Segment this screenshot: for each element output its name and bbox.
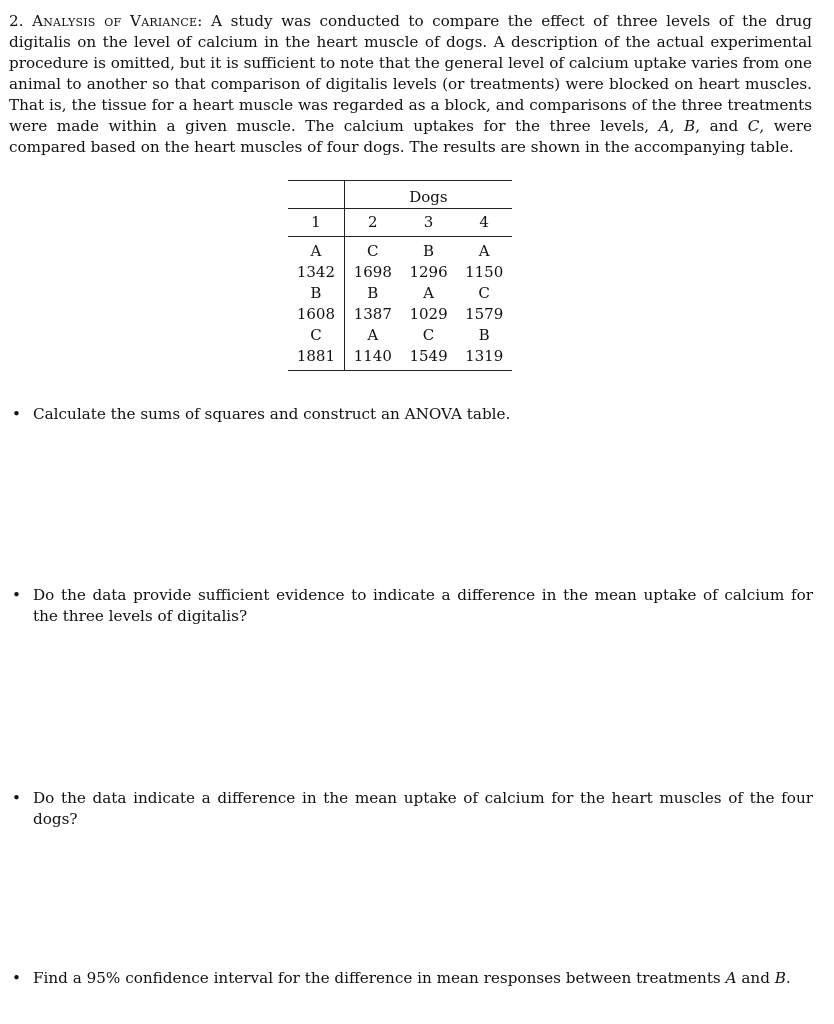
table-cell: A <box>288 237 344 263</box>
problem-statement: 2. Analysis of Variance: A study was conducted to compare the effect of three levels of the drug digitalis on the level of calcium in the heart muscle of dogs. A description of the actual experimental procedure is omitted, but it is sufficient to note that the general level of calcium uptake varies from one animal to another so that comparison of digitalis levels (or treatments) were blocked on heart muscles. That is, the tissue for a heart muscle was regarded as a block, and comparisons of the three treatments were made within a given muscle. The calcium uptakes for the three levels, A, B, and C, were compared based on the heart muscles of four dogs. The results are shown in the accompanying table. <box>9 12 813 156</box>
table-cell: 1579 <box>465 305 504 323</box>
table-cell: 1881 <box>288 346 344 371</box>
column-header: 2 <box>344 209 400 237</box>
problem-text-end: were compared based on the heart muscles of four dogs. The results are shown in the accompanying table. <box>9 117 812 156</box>
table-cell: 1387 <box>353 305 392 323</box>
table-row <box>288 304 512 325</box>
table-row <box>288 262 512 283</box>
table-cell: C <box>288 325 344 346</box>
column-header: 1 <box>288 209 344 237</box>
level-c: C <box>747 117 760 135</box>
level-a: A <box>658 117 670 135</box>
table-cell: 1296 <box>409 263 448 281</box>
table-cell: C <box>422 326 435 344</box>
table-header: Dogs <box>344 181 512 209</box>
table-cell: B <box>367 284 379 302</box>
table-cell: 1549 <box>401 346 457 371</box>
question-text: Do the data indicate a difference in the mean uptake of calcium for the heart muscles of the four dogs? <box>33 789 813 828</box>
table-cell: A <box>367 326 379 344</box>
table-row <box>288 237 512 263</box>
problem-number: 2. <box>9 12 24 30</box>
treatment-b: B <box>774 969 786 987</box>
table-cell: B <box>478 326 490 344</box>
table-cell: 1319 <box>456 346 512 371</box>
question-text: Calculate the sums of squares and construct an ANOVA table. <box>33 405 511 423</box>
level-b: B <box>684 117 696 135</box>
bullet-icon: • <box>12 405 21 423</box>
table-cell: B <box>401 237 457 263</box>
problem-heading: Analysis of Variance: <box>32 12 203 30</box>
table-cell: A <box>423 284 434 302</box>
table-row <box>288 283 512 304</box>
table-cell: 1029 <box>409 305 448 323</box>
column-header: 4 <box>456 209 512 237</box>
table-cell: 1698 <box>353 263 392 281</box>
table-cell: 1140 <box>344 346 400 371</box>
problem-text: A study was conducted to compare the effect of three levels of the drug digitalis on the level of calcium in the heart muscle of dogs. A description of the actual experimental procedure is omitted, but it is sufficient to note that the general level of calcium uptake varies from one animal to another so that comparison of digitalis levels (or treatments) were blocked on heart muscles. That is, the tissue for a heart muscle was regarded as a block, and comparisons of the three treatments were made within a given muscle. The calcium uptakes for the three levels, <box>9 12 813 135</box>
bullet-icon: • <box>12 789 21 807</box>
question-text: Do the data provide sufficient evidence to indicate a difference in the mean uptake of calcium for the three levels of digitalis? <box>33 586 813 625</box>
table-cell: C <box>344 237 400 263</box>
dogs-table-container <box>288 180 512 371</box>
table-cell: 1150 <box>465 263 504 281</box>
table-cell: C <box>478 284 490 302</box>
table-cell: A <box>456 237 512 263</box>
table-cell: 1608 <box>288 304 344 325</box>
treatment-a: A <box>725 969 737 987</box>
table-row <box>288 325 512 346</box>
question-text: Find a 95% confidence interval for the difference in mean responses between treatments A and B. <box>33 969 791 987</box>
bullet-icon: • <box>12 969 21 987</box>
bullet-icon: • <box>12 586 21 604</box>
column-header: 3 <box>401 209 457 237</box>
table-row <box>288 346 512 371</box>
table-cell: B <box>288 283 344 304</box>
table-cell: 1342 <box>288 262 344 283</box>
dogs-table <box>288 180 512 371</box>
